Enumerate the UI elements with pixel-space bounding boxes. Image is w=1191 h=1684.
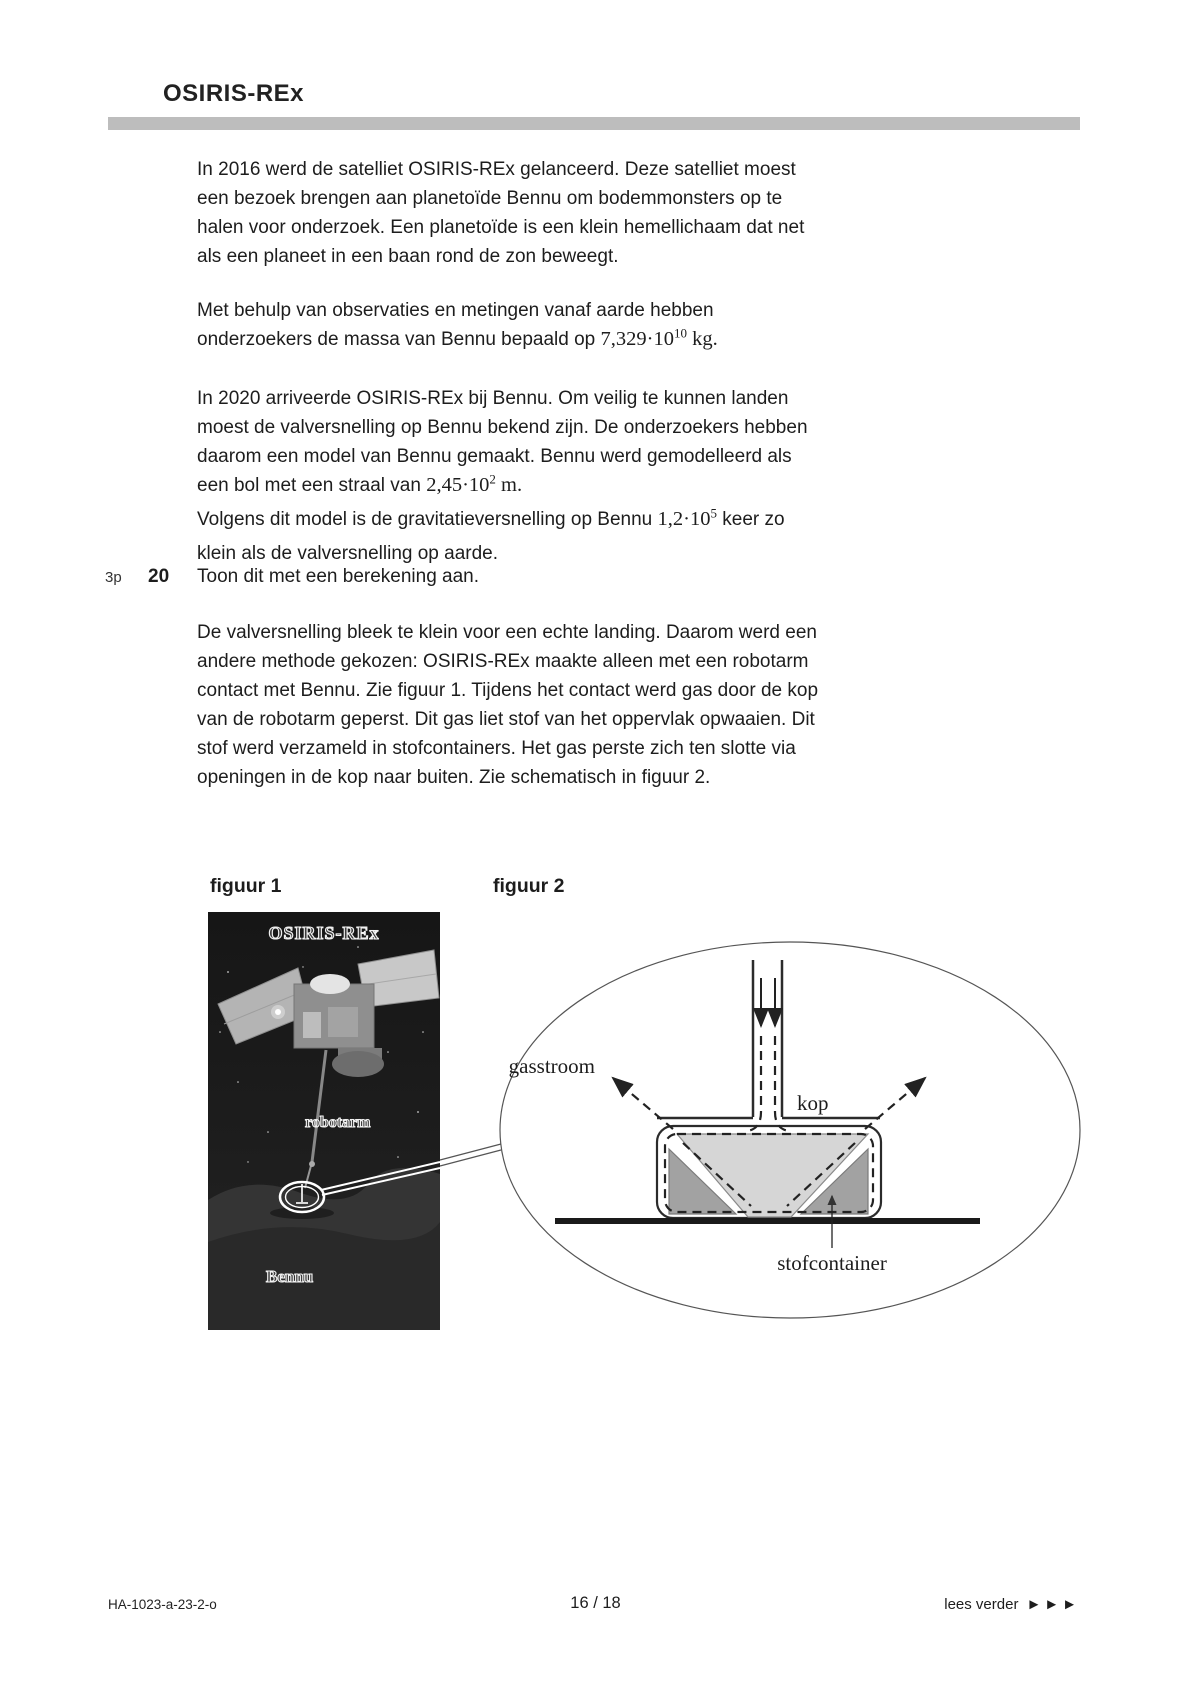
text-line: contact met Bennu. Zie figuur 1. Tijdens het contact werd gas door de kop xyxy=(197,680,819,701)
text-line: In 2016 werd de satelliet OSIRIS-REx gelanceerd. Deze satelliet moest xyxy=(197,159,796,180)
sample-capsule xyxy=(310,974,350,994)
text-line: In 2020 arriveerde OSIRIS-REx bij Bennu. Om veilig te kunnen landen xyxy=(197,388,789,409)
spacecraft xyxy=(218,950,439,1203)
figure1-label: figuur 1 xyxy=(210,875,282,897)
text-line: van de robotarm geperst. Dit gas liet stof van het oppervlak opwaaien. Dit xyxy=(197,709,815,730)
question-number: 20 xyxy=(148,566,170,587)
formula-unit: m. xyxy=(495,474,523,496)
continue-arrows-icon: ►►► xyxy=(1026,1596,1080,1613)
text-line: halen voor onderzoek. Een planetoïde is een klein hemellichaam dat net xyxy=(197,217,805,238)
text-line: klein als de valversnelling op aarde. xyxy=(197,543,499,564)
text-line-formula xyxy=(197,325,718,354)
formula-base: 1,2·10 xyxy=(657,508,711,530)
figure2-schematic xyxy=(435,930,1105,1330)
robot-arm xyxy=(312,1050,326,1162)
gasstroom-label: gasstroom xyxy=(508,1054,595,1078)
formula-exponent: 2 xyxy=(489,471,496,487)
paragraph-mass xyxy=(197,296,718,354)
question-text: Toon dit met een berekening aan. xyxy=(197,566,480,587)
formula-prefix: Volgens dit model is de gravitatieversnelling op Bennu xyxy=(197,509,658,530)
continue-notice xyxy=(944,1596,1080,1613)
paragraph-intro xyxy=(197,155,804,271)
figure1-photo xyxy=(208,912,440,1330)
question-points: 3p xyxy=(105,569,122,586)
kop-label: kop xyxy=(797,1091,829,1115)
text-line-formula xyxy=(197,471,808,500)
text-line: De valversnelling bleek te klein voor een echte landing. Daarom werd een xyxy=(197,622,817,643)
text-line: stof werd verzameld in stofcontainers. Het gas perste zich ten slotte via xyxy=(197,738,796,759)
text-line: Met behulp van observaties en metingen vanaf aarde hebben xyxy=(197,300,714,321)
formula-prefix: onderzoekers de massa van Bennu bepaald op xyxy=(197,329,601,350)
text-line: moest de valversnelling op Bennu bekend zijn. De onderzoekers hebben xyxy=(197,417,808,438)
formula-after: keer zo xyxy=(716,509,785,530)
gas-tube xyxy=(657,960,880,1118)
formula-base: 2,45·10 xyxy=(426,474,490,496)
text-line: als een planeet in een baan rond de zon beweegt. xyxy=(197,246,619,267)
page-title: OSIRIS-REx xyxy=(163,80,305,107)
document-code: HA-1023-a-23-2-o xyxy=(108,1597,217,1612)
formula-exponent: 10 xyxy=(673,325,687,341)
text-line-formula xyxy=(197,505,808,534)
figure2-label: figuur 2 xyxy=(493,875,565,897)
paragraph-model-lines xyxy=(197,384,808,471)
paragraph-method xyxy=(197,618,818,792)
gas-inflow-arrows xyxy=(761,978,775,1026)
figure1-title-overlay: OSIRIS-REx xyxy=(268,923,380,943)
page-number: 16 / 18 xyxy=(570,1594,621,1612)
bennu-label: Bennu xyxy=(266,1267,314,1286)
formula-exponent: 5 xyxy=(710,505,717,521)
text-line: andere methode gekozen: OSIRIS-REx maakte alleen met een robotarm xyxy=(197,651,809,672)
paragraph-model xyxy=(197,384,808,568)
formula-base: 7,329·10 xyxy=(600,328,674,350)
stofcontainer-label: stofcontainer xyxy=(777,1251,887,1275)
text-line: een bezoek brengen aan planetoïde Bennu om bodemmonsters op te xyxy=(197,188,783,209)
callout-connector xyxy=(440,1144,501,1166)
text-line: openingen in de kop naar buiten. Zie schematisch in figuur 2. xyxy=(197,767,711,788)
formula-prefix: een bol met een straal van xyxy=(197,475,427,496)
header-divider-bar xyxy=(108,117,1080,130)
continue-label: lees verder xyxy=(944,1596,1019,1613)
text-line: daarom een model van Bennu gemaakt. Bennu werd gemodelleerd als xyxy=(197,446,792,467)
robotarm-label: robotarm xyxy=(305,1114,371,1131)
formula-unit: kg. xyxy=(686,328,718,350)
